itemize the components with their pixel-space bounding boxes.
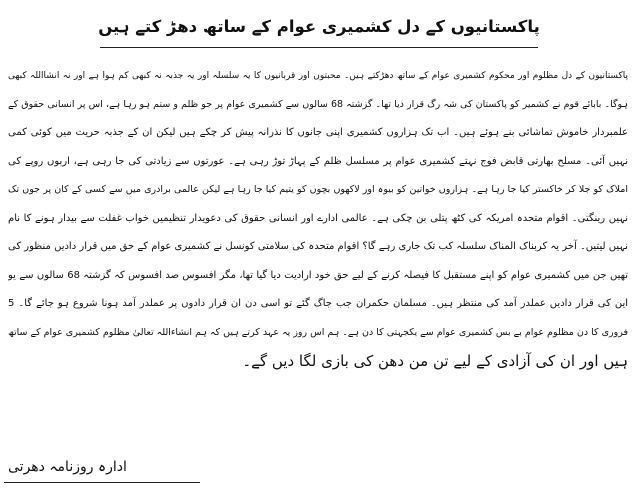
article-headline: پاکستانیوں کے دل کشمیری عوام کے ساتھ دھڑ کتے ہیں (98, 17, 540, 36)
body-line: نہیں لیتیں۔ آخر یہ کربناک المناک سلسلہ کب تک جاری رہے گا؟ اقوام متحدہ کی سلامتی کونسل نے کشمیری عوام کے حق میں قرار دادیں منظور کی (8, 241, 628, 252)
body-line: نہیں رینگتی۔ اقوام متحدہ امریکہ کی کٹھ پتلی بن چکی ہے۔ عالمی ادارے اور انسانی حقوق کی دعویدار تنظیمیں خواب غفلت سے بیدار ہونے کا نام (8, 212, 628, 224)
body-line: تھیں جن میں کشمیری عوام کو اپنے مستقبل کا فیصلہ کرنے کے لیے حق خود ارادیت دیا گیا تھا، مگر افسوس صد افسوس کہ گزشتہ 68 سالوں سے یو (8, 269, 628, 281)
signature-underline (4, 482, 200, 483)
body-line: پاکستانیوں کے دل مظلوم اور محکوم کشمیری عوام کے ساتھ دھڑکتے ہیں۔ محبتوں اور قربانیوں کا یہ سلسلہ اور یہ جذبہ نہ کبھی کم ہوا ہے اور نہ انشااللہ کبھی (8, 71, 628, 81)
signature-text: ادارہ روزنامہ دھرتی (8, 459, 127, 475)
signature (8, 456, 248, 478)
body-line: نہیں آئی۔ مسلح بھارتی قابض فوج نہتے کشمیری عوام پر مسلسل ظلم کے پہاڑ توڑ رہی ہے۔ عورتوں سے زیادتی کی جا رہی ہے، اربوں روپے کی (8, 155, 628, 167)
body-line: ہوگا۔ بابائے قوم نے کشمیر کو پاکستان کی شہ رگ قرار دیا تھا۔ گزشتہ 68 سالوں سے کشمیری عوام پر جو ظلم و ستم ہو رہا ہے، اس پر انسانی حقوق کے (8, 98, 628, 110)
body-line: املاک کو جلا کر خاکستر کیا جا رہا ہے۔ ہزاروں خواتین کو بیوہ اور لاکھوں بچوں کو یتیم کیا جا رہا ہے لیکن عالمی برادری میں سے کسی کے کان پر جوں تک (8, 184, 628, 195)
body-line: ہیں اور ان کی آزادی کے لیے تن من دھن کی بازی لگا دیں گے۔ (242, 352, 628, 370)
article-body (8, 62, 628, 376)
body-line: این کی قرار دادیں عملدر آمد کی منتظر ہیں۔ مسلمان حکمران جب جاگ گئے تو اسی دن ان قرار دادوں پر عملدر آمد ہونا شروع ہو جائے گا۔ 5 (8, 298, 628, 309)
body-line: فروری کا دن مظلوم عوام بے بس کشمیری عوام سے یکجہتی کا دن ہے۔ ہم اس روز یہ عہد کرتے ہیں کہ ہم انشاءاللہ تعالیٰ مظلوم کشمیری عوام کے ساتھ (8, 326, 628, 338)
body-line: علمبردار خاموش تماشائی بنے ہوئے ہیں۔ اب تک ہزاروں کشمیری اپنی جانوں کا نذرانہ پیش کر چکے ہیں لیکن ان کے جذبہ حریت میں کوئی کمی (8, 127, 628, 138)
headline-underline (100, 47, 538, 48)
